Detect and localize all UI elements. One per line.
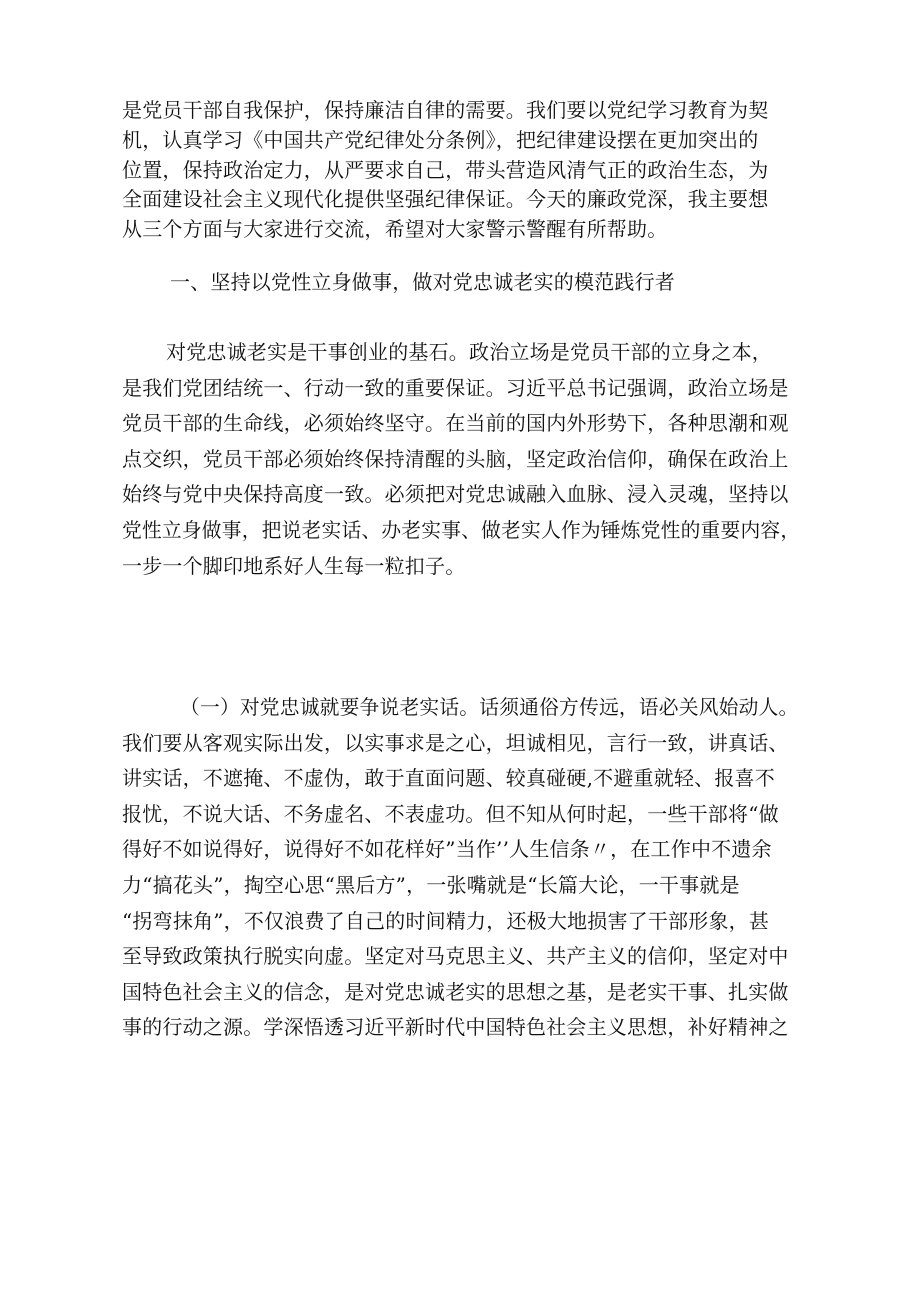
paragraph-1-line: 始终与党中央保持高度一致。必须把对党忠诚融入血脉、浸入灵魂，坚持以 bbox=[122, 482, 789, 507]
paragraph-1-line: 是我们党团结统一、行动一致的重要保证。习近平总书记强调，政治立场是 bbox=[122, 375, 789, 400]
section-heading bbox=[122, 268, 804, 298]
paragraph-2-line: “拐弯抹角”，不仅浪费了自己的时间精力，还极大地损害了干部形象，甚 bbox=[122, 908, 770, 933]
paragraph-1-line: 一步一个脚印地系好人生每一粒扣子。 bbox=[122, 553, 466, 578]
paragraph-2-line: 国特色社会主义的信念，是对党忠诚老实的思想之基，是老实干事、扎实做 bbox=[122, 979, 789, 1004]
section-heading-text: 一、坚持以党性立身做事，做对党忠诚老实的模范践行者 bbox=[170, 270, 675, 294]
paragraph-1-line: 对党忠诚老实是干事创业的基石。政治立场是党员干部的立身之本， bbox=[166, 340, 772, 364]
intro-line: 是党员干部自我保护，保持廉洁自律的需要。我们要以党纪学习教育为契 bbox=[122, 98, 769, 122]
intro-line: 位置，保持政治定力，从严要求自己，带头营造风清气正的政治生态，为 bbox=[122, 157, 769, 182]
paragraph-1-line: 点交织，党员干部必须始终保持清醒的头脑，坚定政治信仰，确保在政治上 bbox=[122, 446, 789, 471]
paragraph-2-line: 得好不如说得好，说得好不如花样好”当作’’人生信条〃，在工作中不遗余 bbox=[122, 837, 772, 862]
intro-paragraph bbox=[122, 96, 804, 245]
intro-line: 全面建设社会主义现代化提供坚强纪律保证。今天的廉政党深，我主要想 bbox=[122, 187, 769, 212]
intro-line: 机，认真学习《中国共产党纪律处分条例》，把纪律建设摆在更加突出的 bbox=[122, 127, 759, 152]
paragraph-1 bbox=[122, 335, 804, 584]
paragraph-2-line: 至导致政策执行脱实向虚。坚定对马克思主义、共产主义的信仰，坚定对中 bbox=[122, 944, 789, 969]
paragraph-2-line: 我们要从客观实际出发，以实事求是之心，坦诚相见，言行一致，讲真话、 bbox=[122, 730, 789, 755]
paragraph-2-line: 事的行动之源。学深悟透习近平新时代中国特色社会主义思想，补好精神之 bbox=[122, 1015, 789, 1040]
paragraph-2-line: 报忧，不说大话、不务虚名、不表虚功。但不知从何时起，一些干部将“做 bbox=[122, 801, 779, 826]
paragraph-1-line: 党性立身做事，把说老实话、办老实事、做老实人作为锤炼党性的重要内容， bbox=[122, 518, 801, 542]
paragraph-2 bbox=[122, 690, 804, 1046]
paragraph-2-line: 讲实话，不遮掩、不虚伪，敢于直面问题、较真碰硬,不避重就轻、报喜不 bbox=[122, 766, 775, 791]
paragraph-2-line: 力“搞花头”，掏空心思“黑后方”，一张嘴就是“长篇大论，一干事就是 bbox=[122, 872, 740, 897]
intro-line: 从三个方面与大家进行交流，希望对大家警示警醒有所帮助。 bbox=[122, 217, 668, 242]
paragraph-1-line: 党员干部的生命线，必须始终坚守。在当前的国内外形势下，各种思潮和观 bbox=[122, 411, 789, 436]
paragraph-2-line: （一）对党忠诚就要争说老实话。话须通俗方传远，语必关风始动人。 bbox=[180, 696, 799, 719]
